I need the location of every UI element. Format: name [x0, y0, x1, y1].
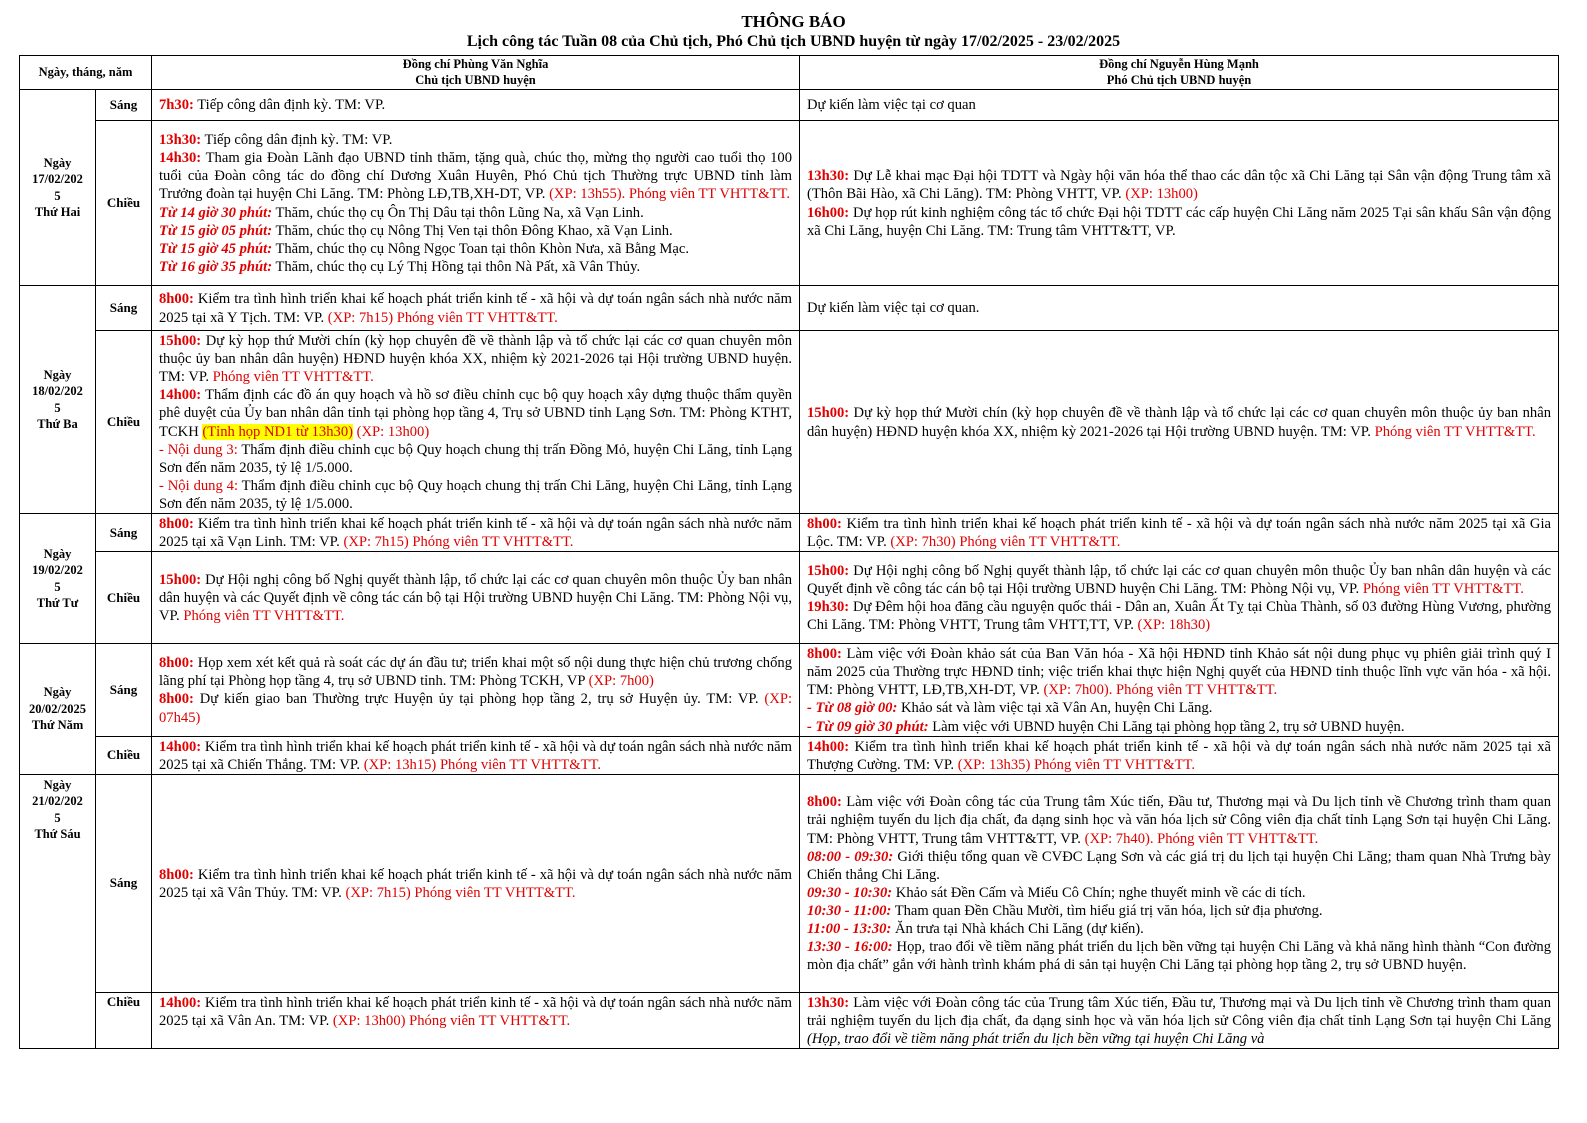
- event-time: 8h00:: [807, 794, 842, 811]
- event-text: Kiểm tra tình hình triển khai kế hoạch phát triển kinh tế - xã hội và dự toán ngân sách nhà nước năm 2025 tại xã Vạn Linh. TM: VP.: [159, 516, 792, 551]
- document-header: [0, 12, 1587, 52]
- day5-p2-afternoon: [800, 992, 1559, 1048]
- day5-p1-morning: [152, 774, 800, 992]
- event-time: 13h30:: [159, 132, 202, 149]
- event-text: Thẩm định các đồ án quy hoạch và hồ sơ điều chỉnh cục bộ quy hoạch xây dựng thuộc thẩm quyền phê duyệt của Ủy ban nhân dân tỉnh tại phòng họp tầng 4, Trụ sở UBND tỉnh Lạng Sơn. TM: Phòng KTHT, TCKH: [159, 387, 792, 440]
- event-text: Làm việc với Đoàn khảo sát của Ban Văn hóa - Xã hội HĐND tỉnh Khảo sát nội dung phục vụ phiên giải trình quý I năm 2025 của Thường trực HĐND tỉnh; việc triển khai thực hiện Nghị quyết của HĐND tỉnh thuộc lĩnh vực văn hóa - xã hội. TM: Phòng VHTT, LĐ,TB,XH-DT, VP.: [807, 646, 1551, 699]
- event-entry: [807, 645, 1551, 699]
- event-entry: [159, 222, 792, 240]
- session-afternoon: Chiều: [96, 331, 152, 514]
- event-time: 8h00:: [807, 516, 842, 532]
- event-note: (XP: 7h15) Phóng viên TT VHTT&TT.: [339, 534, 574, 551]
- event-text: Dự kỳ họp thứ Mười chín (kỳ họp chuyên đề về thành lập và tổ chức lại các cơ quan chuyên môn thuộc ủy ban nhân dân huyện) HĐND huyện khóa XX, nhiệm kỳ 2021-2026 tại Hội trường UBND huyện. TM: VP.: [807, 405, 1551, 440]
- event-time: 8h00:: [159, 291, 194, 308]
- schedule-table: [19, 55, 1559, 1049]
- event-text: Tiếp công dân định kỳ. TM: VP.: [201, 132, 393, 149]
- event-time: 14h00:: [807, 738, 850, 755]
- day3-p2-morning: [800, 514, 1559, 552]
- day-date: 20/02/2025: [29, 701, 86, 716]
- event-item-label: - Nội dung 3:: [159, 441, 238, 458]
- event-note: (XP: 7h30) Phóng viên TT VHTT&TT.: [886, 534, 1121, 551]
- day4-p1-afternoon: [152, 736, 800, 774]
- event-text: Dự Hội nghị công bố Nghị quyết thành lập, tổ chức lại các cơ quan chuyên môn thuộc Ủy ban nhân dân huyện và các Quyết định về công tác cán bộ tại Hội trường UBND huyện Chi Lăng. TM: Phòng Nội vụ, VP.: [159, 572, 792, 625]
- day3-date-cell: [20, 514, 96, 644]
- day1-p1-morning: [152, 90, 800, 121]
- event-text: Họp, trao đổi về tiềm năng phát triển du lịch bền vững tại huyện Chi Lăng và khả năng hình thành “Con đường mòn địa chất” gắn với hành trình khám phá di sản tại huyện Chi Lăng tại phòng họp tầng 2, trụ sở UBND huyện.: [807, 939, 1551, 974]
- event-time: 15h00:: [807, 405, 850, 422]
- event-text: Thăm, chúc thọ cụ Nông Ngọc Toan tại thôn Khòn Nưa, xã Bằng Mạc.: [272, 240, 689, 257]
- day1-morning-row: [20, 90, 1559, 121]
- event-note: (XP: 7h15) Phóng viên TT VHTT&TT.: [324, 309, 558, 326]
- event-entry: [807, 938, 1551, 974]
- event-text: Làm việc với Đoàn công tác của Trung tâm Xúc tiến, Đầu tư, Thương mại và Du lịch tỉnh về Chương trình tham quan trải nghiệm tuyến du lịch địa chất, đa dạng sinh học và văn hóa lịch sử Công viên địa chất tỉnh Lạng Sơn tại huyện Chi Lăng: [807, 994, 1551, 1029]
- event-time: Từ 14 giờ 30 phút:: [159, 204, 273, 221]
- day3-p1-morning: [152, 514, 800, 552]
- event-entry: [807, 793, 1551, 847]
- event-note-italic: (Họp, trao đổi về tiềm năng phát triển du lịch bền vững tại huyện Chi Lăng và: [807, 1031, 1265, 1048]
- day4-p2-afternoon: [800, 736, 1559, 774]
- event-text: Thăm, chúc thọ cụ Lý Thị Hồng tại thôn Nà Pất, xã Vân Thủy.: [272, 258, 641, 275]
- day5-morning-row: [20, 774, 1559, 992]
- person1-name: Đồng chí Phùng Văn Nghĩa: [402, 57, 549, 71]
- day4-p1-morning: [152, 644, 800, 736]
- event-entry: [159, 477, 792, 513]
- event-time: 8h00:: [159, 691, 194, 708]
- event-text: Khảo sát và làm việc tại xã Vân An, huyện Chi Lăng.: [897, 700, 1213, 717]
- event-item-label: - Nội dung 4:: [159, 477, 239, 494]
- day3-p2-afternoon: [800, 552, 1559, 644]
- event-text: Tham gia Đoàn Lãnh đạo UBND tỉnh thăm, tặng quà, chúc thọ, mừng thọ người cao tuổi thọ 100 tuổi của Đoàn công tác do đồng chí Dương Xuân Huyên, Phó Chủ tịch Thường trực UBND tỉnh làm Trưởng đoàn tại huyện Chi Lăng. TM: Phòng LĐ,TB,XH-DT, VP.: [159, 150, 792, 203]
- day-date-cont: 5: [54, 400, 61, 415]
- event-time: 8h00:: [807, 646, 842, 663]
- event-entry: [807, 699, 1551, 717]
- day1-date-cell: [20, 90, 96, 286]
- session-morning: Sáng: [96, 644, 152, 736]
- event-time: 7h30:: [159, 97, 194, 114]
- event-time: 8h00:: [159, 516, 194, 532]
- session-afternoon: Chiều: [96, 992, 152, 1048]
- event-text: Kiểm tra tình hình triển khai kế hoạch phát triển kinh tế - xã hội và dự toán ngân sách nhà nước năm 2025 tại xã Gia Lộc. TM: VP.: [807, 516, 1551, 551]
- day-label: Ngày: [43, 546, 72, 561]
- day2-afternoon-row: [20, 331, 1559, 514]
- day1-p2-afternoon: [800, 121, 1559, 286]
- event-time: 14h00:: [159, 738, 202, 755]
- event-text: Thẩm định điều chỉnh cục bộ Quy hoạch chung thị trấn Đồng Mỏ, huyện Chi Lăng, tỉnh Lạng Sơn đến năm 2035, tỷ lệ 1/5.000.: [159, 441, 792, 476]
- person2-title: Phó Chủ tịch UBND huyện: [1106, 72, 1252, 87]
- person2-header: [800, 56, 1559, 90]
- day3-p1-afternoon: [152, 552, 800, 644]
- person2-name: Đồng chí Nguyễn Hùng Mạnh: [1099, 57, 1259, 71]
- day4-morning-row: [20, 644, 1559, 736]
- highlighted-note: (Tỉnh họp ND1 từ 13h30): [202, 423, 353, 440]
- event-note: (XP: 13h00): [352, 423, 430, 440]
- session-morning: Sáng: [96, 286, 152, 331]
- day-label: Ngày: [43, 367, 72, 382]
- day2-p1-morning: [152, 286, 800, 331]
- day2-p2-afternoon: [800, 331, 1559, 514]
- event-entry: [159, 149, 792, 203]
- event-text: Dự kiến làm việc tại cơ quan: [807, 97, 976, 114]
- document-title: THÔNG BÁO: [741, 12, 846, 31]
- day2-date-cell: [20, 286, 96, 514]
- event-time: Từ 15 giờ 45 phút:: [159, 240, 273, 257]
- event-note: Phóng viên TT VHTT&TT.: [179, 608, 345, 625]
- day-weekday: Thứ Ba: [37, 417, 78, 431]
- event-entry: [159, 332, 792, 386]
- event-time: 11:00 - 13:30:: [807, 921, 892, 938]
- event-time: 15h00:: [807, 563, 850, 579]
- session-afternoon: Chiều: [96, 552, 152, 644]
- event-text: Họp xem xét kết quả rà soát các dự án đầu tư; triển khai một số nội dung thực hiện chủ trương chống lãng phí tại Phòng họp tầng 4, trụ sở UBND tỉnh. TM: Phòng TCKH, VP: [159, 655, 792, 690]
- event-text: Làm việc với Đoàn công tác của Trung tâm Xúc tiến, Đầu tư, Thương mại và Du lịch tỉnh về Chương trình tham quan trải nghiệm tuyến du lịch địa chất, đa dạng sinh học và văn hóa lịch sử Công viên địa chất tỉnh Lạng Sơn tại huyện Chi Lăng. TM: Phòng VHTT, Trung tâm VHTT&TT, VP.: [807, 794, 1551, 847]
- event-text: Thăm, chúc thọ cụ Nông Thị Ven tại thôn Đông Khao, xã Vạn Linh.: [272, 222, 673, 239]
- event-entry: [807, 167, 1551, 203]
- day2-morning-row: [20, 286, 1559, 331]
- event-text: Dự Lễ khai mạc Đại hội TDTT và Ngày hội văn hóa thể thao các dân tộc xã Chi Lăng tại Sân vận động Trung tâm xã (Thôn Bãi Hào, xã Chi Lăng). TM: Phòng VHTT, VP.: [807, 168, 1551, 203]
- day5-date-cell: [20, 774, 96, 1048]
- event-text: Dự kỳ họp thứ Mười chín (kỳ họp chuyên đề về thành lập và tổ chức lại các cơ quan chuyên môn thuộc ủy ban nhân dân huyện) HĐND huyện khóa XX, nhiệm kỳ 2021-2026 tại Hội trường UBND huyện. TM: VP.: [159, 333, 792, 386]
- day-date-cont: 5: [54, 579, 61, 594]
- event-note: Phóng viên TT VHTT&TT.: [209, 369, 374, 386]
- event-note: (XP: 13h55). Phóng viên TT VHTT&TT.: [545, 186, 790, 203]
- event-text: Dự Đêm hội hoa đăng cầu nguyện quốc thái - Dân an, Xuân Ất Tỵ tại Chùa Thành, số 03 đường Hùng Vương, phường Chi Lăng. TM: Phòng VHTT, Trung tâm VHTT,TT, VP.: [807, 599, 1551, 634]
- day-label: Ngày: [43, 777, 72, 792]
- event-time: 19h30:: [807, 599, 850, 616]
- event-time: 13:30 - 16:00:: [807, 939, 893, 956]
- event-entry: [159, 204, 792, 222]
- day5-p1-afternoon: [152, 992, 800, 1048]
- event-entry: [159, 690, 792, 726]
- event-entry: [159, 258, 792, 276]
- person1-header: [152, 56, 800, 90]
- event-note: Phóng viên TT VHTT&TT.: [1359, 581, 1524, 598]
- event-time: 08:00 - 09:30:: [807, 848, 894, 865]
- session-afternoon: Chiều: [96, 121, 152, 286]
- event-text: Giới thiệu tổng quan về CVĐC Lạng Sơn và các giá trị du lịch tại huyện Chi Lăng; tham quan Nhà Trưng bày Chiến thắng Chi Lăng.: [807, 848, 1551, 883]
- event-text: Tham quan Đền Chầu Mười, tìm hiểu giá trị văn hóa, lịch sử địa phương.: [891, 902, 1323, 919]
- person1-title: Chủ tịch UBND huyện: [415, 72, 536, 87]
- day3-morning-row: [20, 514, 1559, 552]
- event-note: (XP: 7h00). Phóng viên TT VHTT&TT.: [1039, 682, 1278, 699]
- event-time: - Từ 09 giờ 30 phút:: [807, 718, 929, 735]
- day2-p2-morning: [800, 286, 1559, 331]
- event-entry: [159, 131, 792, 149]
- event-text: Dự kiến giao ban Thường trực Huyện ủy tại phòng họp tầng 2, trụ sở Huyện ủy. TM: VP.: [193, 691, 759, 708]
- event-text: Kiểm tra tình hình triển khai kế hoạch phát triển kinh tế - xã hội và dự toán ngân sách nhà nước năm 2025 tại xã Chiến Thắng. TM: VP.: [159, 738, 792, 773]
- event-note: (XP: 13h35) Phóng viên TT VHTT&TT.: [954, 756, 1196, 773]
- session-morning: Sáng: [96, 514, 152, 552]
- day-date: 19/02/202: [32, 563, 83, 578]
- day-weekday: Thứ Hai: [34, 205, 81, 219]
- event-text: Dự Hội nghị công bố Nghị quyết thành lập, tổ chức lại các cơ quan chuyên môn thuộc Ủy ban nhân dân huyện và các Quyết định về công tác cán bộ tại Hội trường UBND huyện Chi Lăng. TM: Phòng Nội vụ, VP.: [807, 563, 1551, 598]
- event-text: Kiểm tra tình hình triển khai kế hoạch phát triển kinh tế - xã hội và dự toán ngân sách nhà nước năm 2025 tại xã Vân An. TM: VP.: [159, 994, 792, 1029]
- day5-p2-morning: [800, 774, 1559, 992]
- event-entry: [807, 848, 1551, 884]
- event-note: (XP: 13h15) Phóng viên TT VHTT&TT.: [360, 756, 602, 773]
- day-date: 17/02/202: [32, 172, 83, 186]
- event-note: (XP: 7h00): [584, 673, 654, 690]
- day2-p1-afternoon: [152, 331, 800, 514]
- event-entry: [159, 654, 792, 690]
- event-time: 8h00:: [159, 655, 194, 672]
- day-date-cont: 5: [54, 188, 61, 203]
- event-note: (XP: 07h45): [159, 691, 793, 726]
- event-text: Dự họp rút kinh nghiệm công tác tổ chức Đại hội TDTT các cấp huyện Chi Lăng năm 2025 Tại sân khấu Sân vận động xã Chi Lăng, huyện Chi Lăng. TM: Trung tâm VHTT&TT, VP.: [807, 204, 1551, 239]
- event-text: Ăn trưa tại Nhà khách Chi Lăng (dự kiến).: [891, 921, 1144, 938]
- day3-afternoon-row: [20, 552, 1559, 644]
- event-time: 15h00:: [159, 572, 202, 589]
- event-entry: [807, 562, 1551, 598]
- event-text: Kiểm tra tình hình triển khai kế hoạch phát triển kinh tế - xã hội và dự toán ngân sách nhà nước năm 2025 tại xã Y Tịch. TM: VP.: [159, 291, 792, 326]
- day-label: Ngày: [43, 685, 72, 700]
- event-time: Từ 15 giờ 05 phút:: [159, 222, 273, 239]
- day1-afternoon-row: [20, 121, 1559, 286]
- day5-afternoon-row: [20, 992, 1559, 1048]
- event-note: (XP: 7h40). Phóng viên TT VHTT&TT.: [1080, 830, 1319, 847]
- event-entry: [807, 718, 1551, 736]
- event-time: 16h00:: [807, 204, 850, 221]
- day-label: Ngày: [43, 155, 72, 170]
- session-morning: Sáng: [96, 90, 152, 121]
- session-morning: Sáng: [96, 774, 152, 992]
- event-text: Khảo sát Đền Cấm và Miếu Cô Chín; nghe thuyết minh về các di tích.: [892, 884, 1306, 901]
- event-time: Từ 16 giờ 35 phút:: [159, 258, 273, 275]
- day4-date-cell: [20, 644, 96, 775]
- session-afternoon: Chiều: [96, 736, 152, 774]
- event-text: Thẩm định điều chỉnh cục bộ Quy hoạch chung thị trấn Chi Lăng, huyện Chi Lăng, tỉnh Lạng Sơn đến năm 2035, tỷ lệ 1/5.000.: [159, 477, 792, 512]
- day4-afternoon-row: [20, 736, 1559, 774]
- day1-p1-afternoon: [152, 121, 800, 286]
- event-entry: [159, 240, 792, 258]
- header-row: [20, 56, 1559, 90]
- event-text: Kiểm tra tình hình triển khai kế hoạch phát triển kinh tế - xã hội và dự toán ngân sách nhà nước năm 2025 tại xã Vân Thủy. TM: VP.: [159, 866, 792, 901]
- document-subtitle: Lịch công tác Tuần 08 của Chủ tịch, Phó Chủ tịch UBND huyện từ ngày 17/02/2025 - 23/02/2025: [466, 33, 1121, 50]
- event-entry: [159, 386, 792, 440]
- event-entry: [807, 884, 1551, 902]
- event-time: 14h00:: [159, 994, 202, 1011]
- event-note: (XP: 13h00): [1121, 186, 1198, 203]
- day1-p2-morning: [800, 90, 1559, 121]
- event-text: Kiểm tra tình hình triển khai kế hoạch phát triển kinh tế - xã hội và dự toán ngân sách nhà nước năm 2025 tại xã Thượng Cường. TM: VP.: [807, 738, 1551, 773]
- day4-p2-morning: [800, 644, 1559, 736]
- event-time: 14h00:: [159, 387, 202, 404]
- event-note: (XP: 7h15) Phóng viên TT VHTT&TT.: [341, 884, 576, 901]
- day-weekday: Thứ Sáu: [34, 827, 81, 842]
- day-date: 21/02/202: [32, 794, 83, 809]
- event-text: Thăm, chúc thọ cụ Ôn Thị Dâu tại thôn Lũng Na, xã Vạn Linh.: [272, 204, 644, 221]
- event-time: 10:30 - 11:00:: [807, 902, 892, 919]
- event-note: Phóng viên TT VHTT&TT.: [1370, 423, 1536, 440]
- event-entry: [807, 598, 1551, 634]
- event-time: 09:30 - 10:30:: [807, 884, 893, 901]
- event-time: - Từ 08 giờ 00:: [807, 700, 898, 717]
- day-date-cont: 5: [54, 810, 61, 825]
- event-entry: [807, 902, 1551, 920]
- day-weekday: Thứ Năm: [31, 718, 84, 733]
- event-time: 8h00:: [159, 866, 194, 883]
- event-text: Dự kiến làm việc tại cơ quan.: [807, 300, 980, 317]
- date-column-header: Ngày, tháng, năm: [20, 56, 152, 90]
- event-text: Tiếp công dân định kỳ. TM: VP.: [193, 97, 386, 114]
- event-entry: [159, 441, 792, 477]
- event-entry: [807, 920, 1551, 938]
- event-text: Làm việc với UBND huyện Chi Lăng tại phòng họp tầng 2, trụ sở UBND huyện.: [928, 718, 1405, 735]
- day-date: 18/02/202: [32, 384, 83, 398]
- day-weekday: Thứ Tư: [36, 596, 79, 611]
- event-time: 14h30:: [159, 150, 202, 167]
- event-time: 13h30:: [807, 168, 850, 185]
- event-note: (XP: 18h30): [1133, 617, 1211, 634]
- event-time: 13h30:: [807, 994, 850, 1011]
- event-entry: [807, 204, 1551, 240]
- event-time: 15h00:: [159, 333, 202, 350]
- event-note: (XP: 13h00) Phóng viên TT VHTT&TT.: [329, 1012, 571, 1029]
